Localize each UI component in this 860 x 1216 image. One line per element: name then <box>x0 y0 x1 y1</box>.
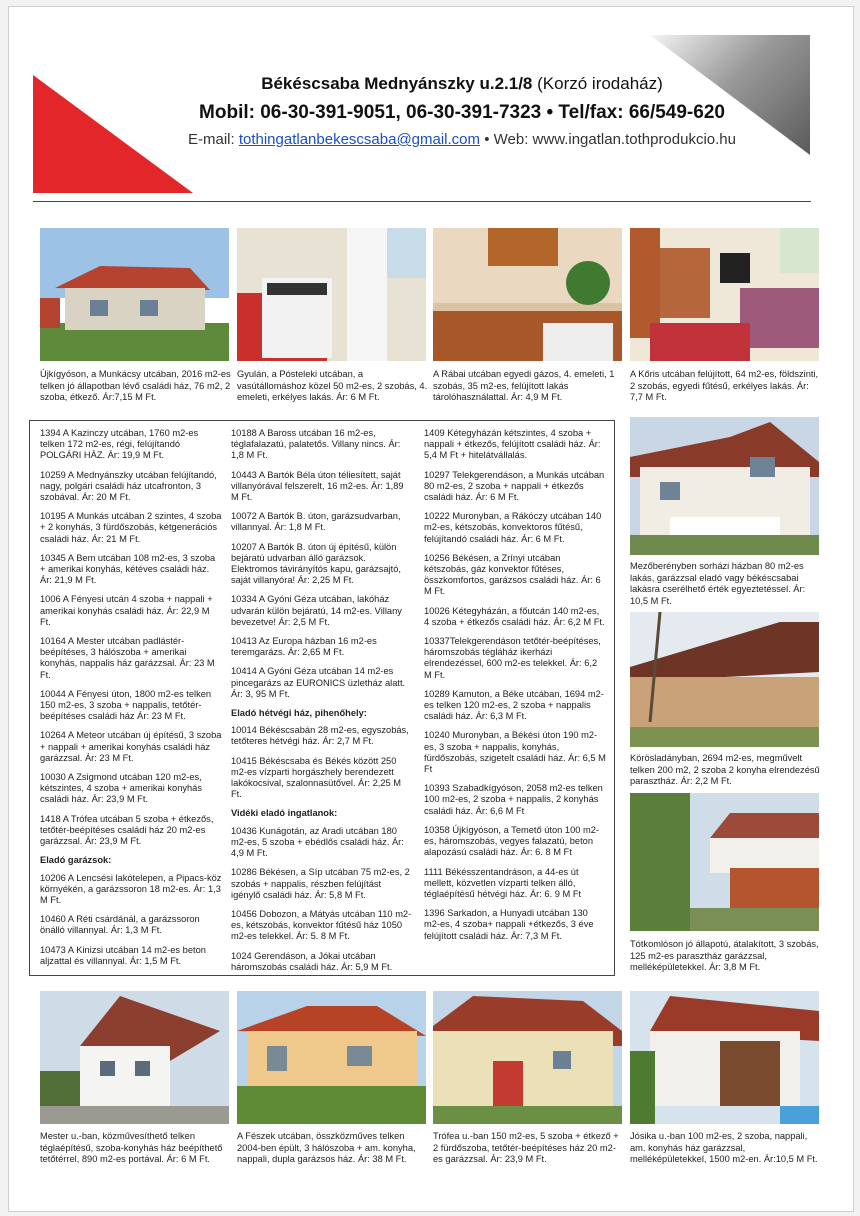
house-photo-bottom-3 <box>433 991 622 1124</box>
section-heading-rural: Vidéki eladó ingatlanok: <box>231 808 338 819</box>
list-item: 10473 A Kinizsi utcában 14 m2-es beton aljzattal és villannyal. Ár: 1,5 M Ft. <box>40 944 206 966</box>
email-label: E-mail: <box>187 131 235 148</box>
contact-line <box>40 131 860 148</box>
web-address: • Web: www.ingatlan.tothprodukcio.hu <box>484 131 736 148</box>
house-photo-right-2 <box>630 612 819 747</box>
address-main: Békéscsaba Mednyánszky u.2.1/8 <box>261 74 533 93</box>
list-item: 10195 A Munkás utcában 2 szintes, 4 szoba + 2 konyhás, 3 fürdőszobás, kétgenerációs családi ház. Ár: 21 M Ft. <box>40 511 222 544</box>
list-item: 10436 Kunágotán, az Aradi utcában 180 m2-es, 5 szoba + ebédlős családi ház. Ár: 4,9 M Ft. <box>231 825 404 859</box>
list-item: 10026 Kétegyházán, a főutcán 140 m2-es, 4 szoba + étkezős családi ház. Ár: 6,2 M Ft. <box>424 605 605 627</box>
bottom-caption-4: Jósika u.-ban 100 m2-es, 2 szoba, nappali, am. konyhás ház garázzsal, melléképületekkel, 1500 m2-en. Ár:10,5 M Ft. <box>630 1131 818 1165</box>
house-photo-bottom-2 <box>237 991 426 1124</box>
top-caption-4: A Kőris utcában felújított, 64 m2-es, földszinti, 2 szobás, egyedi fűtésű, erkélyes lakás. Ár: 7,7 M Ft. <box>630 369 819 403</box>
right-caption-2: Körösladányban, 2694 m2-es, megművelt telken 200 m2, 2 szoba 2 konyha elrendezésű parasztház. Ár: 2,2 M Ft. <box>630 753 820 787</box>
house-photo-right-3 <box>630 793 819 931</box>
house-photo-bottom-1 <box>40 991 229 1124</box>
listings-column-1 <box>40 428 222 975</box>
list-item: 10460 A Réti csárdánál, a garázssoron önálló villannyal. Ár: 1,3 M Ft. <box>40 914 200 936</box>
office-address <box>40 74 860 94</box>
list-item: 1409 Kétegyházán kétszintes, 4 szoba + nappali + étkezős, felújított családi ház. Ár: 5,4 M Ft + hitelátvállalás. <box>424 428 601 461</box>
list-item: 10443 A Bartók Béla úton téliesített, saját villanyórával felszerelt, 16 m2-es. Ár: 1,89 M Ft. <box>231 469 404 503</box>
house-photo-right-1 <box>630 417 819 555</box>
address-note: (Korzó irodaház) <box>537 74 663 93</box>
list-item: 10286 Békésen, a Síp utcában 75 m2-es, 2 szobás + nappalis, részben felújítást igénylő családi ház. Ár: 5,8 M Ft. <box>231 867 410 900</box>
list-item: 10164 A Mester utcában padlástér-beépítéses, 3 hálószoba + amerikai konyhás, nappalis ház garázzsal. Ár: 23 M Ft. <box>40 636 215 680</box>
list-item: 10044 A Fényesi úton, 1800 m2-es telken 150 m2-es, 3 szoba + nappalis, tetőtér-beépítéses családi ház Ár: 23 M Ft. <box>40 688 212 722</box>
list-item: 10014 Békéscsabán 28 m2-es, egyszobás, tetőteres hétvégi ház. Ár: 2,7 M Ft. <box>231 725 409 747</box>
email-link[interactable]: tothingatlanbekescsaba@gmail.com <box>238 131 481 148</box>
top-caption-1: Újkígyóson, a Munkácsy utcában, 2016 m2-es telken jó állapotban lévő családi ház, 76 m2, 2 szoba, étkező. Ár:7,15 M Ft. <box>40 369 231 403</box>
house-photo-bottom-4 <box>630 991 819 1124</box>
bottom-caption-1: Mester u.-ban, közművesíthető telken téglaépítésű, szoba-konyhás ház beépíthető tetőtérrel, 890 m2-es portával. Ár: 6 M Ft. <box>40 1131 223 1165</box>
header-divider <box>33 201 811 202</box>
living-room-photo <box>630 228 819 361</box>
kitchen-photo-2 <box>433 228 622 361</box>
list-item: 10256 Békésen, a Zrínyi utcában kétszobás, gáz konvektor fűtéses, összkomfortos, garázsos családi ház. Ár: 6 M Ft. <box>424 552 601 597</box>
list-item: 1024 Gerendáson, a Jókai utcában háromszobás családi ház. Ár: 5,9 M Ft. <box>231 950 393 972</box>
bottom-caption-3: Trófea u.-ban 150 m2-es, 5 szoba + étkező + 2 fürdőszoba, tetőtér-beépítéses ház 20 m2-es garázzsal. Ár: 23,9 M Ft. <box>433 1131 619 1165</box>
list-item: 10240 Muronyban, a Békési úton 190 m2-es, 3 szoba + nappalis, konyhás, fürdőszobás, szigetelt családi ház. Ár: 6,5 M Ft <box>424 730 606 775</box>
list-item: 10456 Dobozon, a Mátyás utcában 110 m2-es, kétszobás, konvektor fűtésű ház 1050 m2-es telekkel. Ár: 5. 8 M Ft. <box>231 908 412 942</box>
list-item: 10334 A Gyóni Géza utcában, lakóház udvarán külön bejáratú, 14 m2-es. Villany bevezetve! Ár: 2,5 M Ft. <box>231 594 402 627</box>
list-item: 1111 Békésszentandráson, a 44-es út mellett, közvetlen vízparti telken álló, téglaépítésű hétvégi ház. Ár: 6. 9 M Ft <box>424 866 582 899</box>
top-caption-2: Gyulán, a Pósteleki utcában, a vasútállomáshoz közel 50 m2-es, 2 szobás, 4. emeleti, erkélyes lakás. Ár: 6 M Ft. <box>237 369 428 403</box>
right-caption-3: Tótkomlóson jó állapotú, átalakított, 3 szobás, 125 m2-es parasztház garázzsal, melléképületekkel. Ár: 3,8 M Ft. <box>630 939 819 973</box>
list-item: 10345 A Bem utcában 108 m2-es, 3 szoba + amerikai konyhás, kétéves családi ház. Ár: 21,9 M Ft. <box>40 552 216 586</box>
list-item: 1394 A Kazinczy utcában, 1760 m2-es telken 172 m2-es, régi, felújítandó POLGÁRI HÁZ. Ár: 19,9 M Ft. <box>40 428 199 461</box>
list-item: 10297 Telekgerendáson, a Munkás utcában 80 m2-es, 2 szoba + nappali + étkezős családi ház. Ár: 6 M Ft. <box>424 469 605 503</box>
list-item: 10415 Békéscsaba és Békés között 250 m2-es vízparti horgászhely berendezett lakókocsival, szalonnasütővel. Ár: 2,25 M Ft. <box>231 755 402 800</box>
list-item: 10413 Az Europa házban 16 m2-es teremgarázs. Ár: 2,65 M Ft. <box>231 636 377 658</box>
listings-column-2 <box>231 428 413 981</box>
list-item: 10358 Újkígyóson, a Temető úton 100 m2-es, háromszobás, vegyes falazatú, beton alapozású családi ház. Ár: 6. 8 M Ft <box>424 824 600 858</box>
list-item: 10206 A Lencsési lakótelepen, a Pipacs-köz környékén, a garázssoron 18 m2-es. Ár: 1,3 M Ft. <box>40 872 222 905</box>
kitchen-photo-1 <box>237 228 426 361</box>
list-item: 10072 A Bartók B. úton, garázsudvarban, villannyal. Ár: 1,8 M Ft. <box>231 511 401 533</box>
house-photo-1 <box>40 228 229 361</box>
section-heading-weekend-houses: Eladó hétvégi ház, pihenőhely: <box>231 708 367 719</box>
list-item: 10030 A Zsigmond utcában 120 m2-es, kétszintes, 4 szoba + amerikai konyhás családi ház. Ár: 23,9 M Ft. <box>40 772 203 805</box>
listings-column-3 <box>424 428 606 950</box>
section-heading-garages: Eladó garázsok: <box>40 855 112 866</box>
list-item: 10259 A Mednyánszky utcában felújítandó, nagy, polgári családi ház utcafronton, 3 szobával. Ár: 20 M Ft. <box>40 469 217 503</box>
right-caption-1: Mezőberényben sorházi házban 80 m2-es lakás, garázzsal eladó vagy békéscsabai lakásra cserélhető érték egyeztetéssel. Ár: 10,5 M Ft. <box>630 561 806 606</box>
list-item: 10337Telekgerendáson tetőtér-beépítéses, háromszobás tégláház ikerházi elrendezéssel, 600 m2-es telekkel. Ár: 6,2 M Ft. <box>424 636 601 680</box>
phone-numbers: Mobil: 06-30-391-9051, 06-30-391-7323 • Tel/fax: 66/549-620 <box>199 102 725 123</box>
list-item: 10289 Kamuton, a Béke utcában, 1694 m2-es telken 120 m2-es, 2 szoba + nappalis családi ház. Ár: 6,3 M Ft. <box>424 688 604 722</box>
list-item: 10393 Szabadkígyóson, 2058 m2-es telken 100 m2-es, 2 szoba + nappalis, 2 konyhás családi ház. Ár: 6,6 M Ft <box>424 783 603 816</box>
list-item: 10188 A Baross utcában 16 m2-es, téglafalazatú, palatetős. Villany nincs. Ár: 1,8 M Ft. <box>231 428 401 461</box>
list-item: 10207 A Bartók B. úton új építésű, külön bejáratú udvarban álló garázsok. Elektromos távirányítós kapu, garázsajtó, saját villanyóra! Ár: 2,25 M Ft. <box>231 541 402 586</box>
list-item: 10264 A Meteor utcában új építésű, 3 szoba + nappali + amerikai konyhás családi ház garázzsal. Ár: 23 M Ft. <box>40 730 222 763</box>
top-caption-3: A Rábai utcában egyedi gázos, 4. emeleti, 1 szobás, 35 m2-es, felújított lakás tárolóhasználattal. Ár: 4,9 M Ft. <box>433 369 615 403</box>
list-item: 1418 A Trófea utcában 5 szoba + étkezős, tetőtér-beépítéses családi ház 20 m2-es garázzsal. Ár: 23,9 M Ft. <box>40 813 214 847</box>
list-item: 1396 Sarkadon, a Hunyadi utcában 130 m2-es, 4 szoba+ nappali +étkezős, 3 éve felújított családi ház. Ár: 7,3 M Ft. <box>424 908 594 941</box>
list-item: 10222 Muronyban, a Rákóczy utcában 140 m2-es, kétszobás, konvektoros fűtésű, felújítandó családi ház. Ár: 6 M Ft. <box>424 511 602 544</box>
list-item: 1006 A Fényesi utcán 4 szoba + nappali + amerikai konyhás családi ház. Ár: 22,9 M Ft. <box>40 594 213 627</box>
list-item: 10414 A Gyóni Géza utcában 14 m2-es pincegarázs az EURONICS üzletház alatt. Ár: 3, 95 M Ft. <box>231 666 406 699</box>
bottom-caption-2: A Fészek utcában, összközműves telken 2004-ben épült, 3 hálószoba + am. konyha, nappali, dupla garázsos ház. Ár: 38 M Ft. <box>237 1131 416 1165</box>
